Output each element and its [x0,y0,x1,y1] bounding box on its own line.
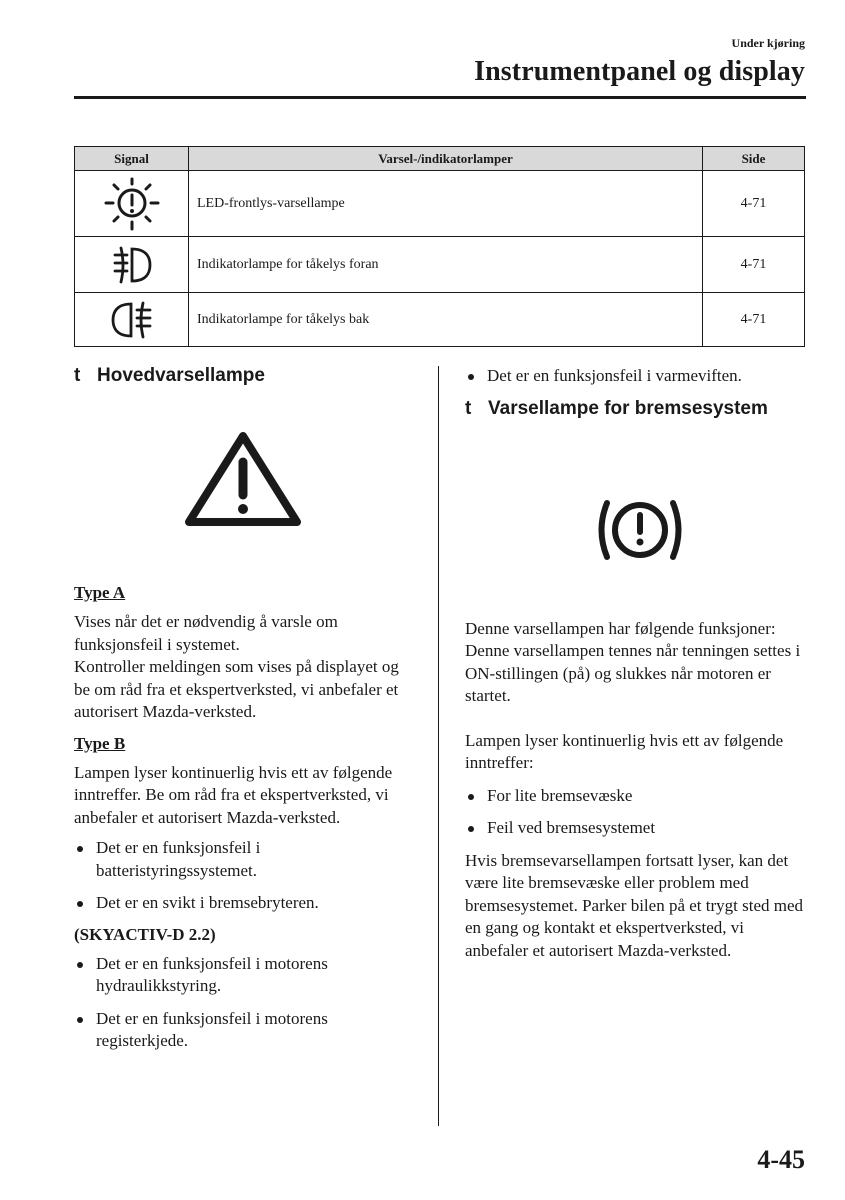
page-title: Instrumentpanel og display [474,56,805,87]
type-a-text-2: Kontroller meldingen som vises på displayet og be om råd fra et ekspertverksted, vi anbefaler et autorisert Mazda-verksted. [74,657,399,721]
signal-cell [75,293,189,347]
list-item: Det er en funksjonsfeil i varmeviften. [465,365,805,388]
rear-fog-light-icon [109,299,155,341]
header-section-label: Under kjøring [731,36,805,50]
signal-cell [75,171,189,237]
lamp-label: Indikatorlampe for tåkelys bak [189,293,703,347]
column-header-lamps: Varsel-/indikatorlamper [189,147,703,171]
column-header-signal: Signal [75,147,189,171]
column-divider [438,366,439,1126]
section-heading-brake-warning [465,398,805,420]
skyactiv-label: (SKYACTIV-D 2.2) [74,924,216,944]
page-reference: 4-71 [703,237,805,293]
left-column [74,365,414,1063]
section-heading-text: Varsellampe for bremsesystem [488,397,768,419]
section-heading-text: Hovedvarsellampe [97,365,265,386]
lamp-label: Indikatorlampe for tåkelys foran [189,237,703,293]
section-marker: t [465,397,472,419]
table-row [75,237,805,293]
section-marker: t [74,365,81,386]
list-item: Det er en funksjonsfeil i motorens registerkjede. [74,1008,414,1053]
brake-para-1: Denne varsellampen har følgende funksjoner: [465,618,776,638]
type-b-text: Lampen lyser kontinuerlig hvis ett av følgende inntreffer. Be om råd fra et ekspertverksted, vi anbefaler et autorisert Mazda-verksted. [74,762,393,827]
lamp-label: LED-frontlys-varsellampe [189,171,703,237]
right-column [465,365,805,962]
column-header-page: Side [703,147,805,171]
signal-table [74,146,805,347]
skyactiv-bullet-list [74,953,414,1053]
continued-bullet-list [465,365,805,388]
table-header-row [75,147,805,171]
signal-cell [75,237,189,293]
front-fog-light-icon [110,244,154,286]
list-item: Feil ved bremsesystemet [465,817,805,840]
page-number: 4-45 [757,1145,805,1174]
section-heading-master-warning [74,365,414,387]
type-b-bullet-list [74,837,414,915]
list-item: Det er en funksjonsfeil i batteristyringssystemet. [74,837,414,882]
brake-para-3: Hvis bremsevarsellampen fortsatt lyser, kan det være lite bremsevæske eller problem med bremsesystemet. Parker bilen på et trygt sted med en gang og kontakt et ekspertverksted, vi anbefaler et autorisert Mazda-verksted. [465,850,804,960]
list-item: Det er en svikt i bremsebryteren. [74,892,414,915]
page-reference: 4-71 [703,171,805,237]
list-item: Det er en funksjonsfeil i motorens hydraulikkstyring. [74,953,414,998]
type-a-label: Type A [74,583,126,602]
type-b-label: Type B [74,733,126,753]
brake-para-1b: Denne varsellampen tennes når tenningen settes i ON-stillingen (på) og slukkes når motoren er startet. [465,641,801,705]
list-item: For lite bremsevæske [465,785,805,808]
brake-para-2: Lampen lyser kontinuerlig hvis ett av følgende inntreffer: [465,730,784,772]
page-reference: 4-71 [703,293,805,347]
type-a-text: Vises når det er nødvendig å varsle om funksjonsfeil i systemet. [74,612,338,654]
brake-system-warning-icon [590,490,690,570]
header-rule [74,96,806,99]
table-row [75,293,805,347]
master-warning-icon [182,429,304,529]
led-headlight-warning-icon [102,176,162,232]
table-row [75,171,805,237]
brake-bullet-list [465,785,805,840]
